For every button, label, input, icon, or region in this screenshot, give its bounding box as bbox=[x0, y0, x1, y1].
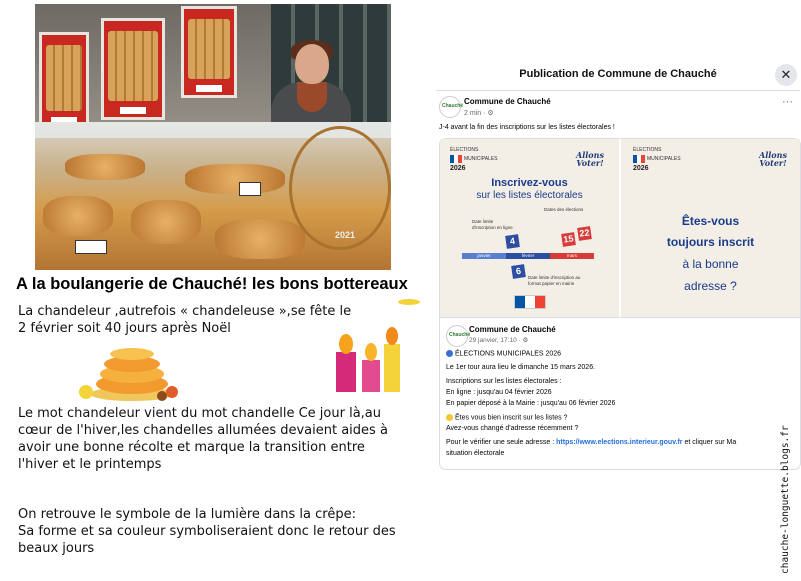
text-line: Sa forme et sa couleur symboliseraient donc le retour des bbox=[18, 524, 396, 539]
post-timestamp[interactable]: 2 min · ⚙ bbox=[464, 110, 494, 117]
municipales-label: MUNICIPALES bbox=[647, 156, 681, 162]
verify-text-end: situation électorale bbox=[446, 450, 505, 457]
decorative-dot bbox=[398, 299, 420, 305]
card-line: toujours inscrit bbox=[666, 235, 755, 249]
card-heading: Inscrivez-vous bbox=[491, 177, 568, 189]
page-avatar[interactable]: Chauché bbox=[446, 325, 468, 347]
bread-shelf bbox=[101, 18, 165, 120]
question-registered: Êtes vous bien inscrit sur les listes ? bbox=[446, 414, 567, 421]
election-year: 2026 bbox=[450, 165, 466, 172]
thinking-face-icon bbox=[446, 414, 453, 421]
text-line: Le mot chandeleur vient du mot chandelle Ce jour là,au bbox=[18, 406, 382, 421]
paragraph-symbol bbox=[18, 506, 396, 557]
pastry bbox=[215, 219, 305, 259]
paper-deadline-label: Date limite d'inscription au format papier en mairie bbox=[528, 275, 581, 286]
allons-voter-logo: Allons Voter! bbox=[576, 150, 604, 168]
post-text: J-4 avant la fin des inscriptions sur les listes électorales ! bbox=[439, 124, 615, 131]
article-headline: A la boulangerie de Chauché! les bons bottereaux bbox=[16, 275, 408, 293]
elections-label: ÉLECTIONS bbox=[633, 147, 662, 153]
pastry bbox=[43, 196, 113, 236]
text-line: cœur de l'hiver,les chandelles allumées devaient aides à bbox=[18, 423, 388, 438]
online-deadline-text: En ligne : jusqu'au 04 février 2026 bbox=[446, 389, 552, 396]
elections-dates-label: Dates des élections bbox=[544, 207, 584, 212]
election-card-inscription[interactable] bbox=[440, 139, 619, 317]
shared-divider bbox=[440, 317, 800, 318]
date-box-online: 4 bbox=[505, 234, 520, 249]
close-button[interactable]: ✕ bbox=[775, 64, 797, 86]
card-line: Êtes-vous bbox=[681, 214, 740, 228]
inscriptions-heading: Inscriptions sur les listes électorales : bbox=[446, 378, 562, 385]
municipales-label: MUNICIPALES bbox=[464, 156, 498, 162]
text-line: avoir une bonne récolte et marque la transition entre bbox=[18, 440, 365, 455]
allons-voter-logo: Allons Voter! bbox=[759, 150, 787, 168]
price-tag bbox=[75, 240, 107, 254]
price-tag bbox=[239, 182, 261, 196]
shared-post[interactable] bbox=[439, 138, 801, 470]
election-year: 2026 bbox=[633, 165, 649, 172]
month-label: janvier bbox=[477, 253, 491, 258]
page-avatar[interactable]: Chauché bbox=[439, 96, 461, 118]
month-label: février bbox=[521, 253, 535, 258]
bakery-photo bbox=[35, 4, 391, 270]
glass-text: 2021 bbox=[335, 230, 356, 240]
card-subheading: sur les listes électorales bbox=[476, 190, 583, 201]
panel-divider bbox=[436, 90, 800, 91]
date-box-paper: 6 bbox=[511, 264, 526, 279]
question-address: Avez-vous changé d'adresse récemment ? bbox=[446, 425, 579, 432]
paragraph-etymology bbox=[18, 405, 388, 473]
blog-watermark: chauche-longuette.blogs.fr bbox=[780, 425, 791, 574]
date-box-round1: 15 bbox=[561, 232, 576, 247]
paragraph-chandeleur bbox=[18, 303, 351, 337]
election-card-address[interactable] bbox=[621, 139, 800, 317]
french-flag-icon bbox=[633, 155, 645, 163]
shared-post-timestamp[interactable]: 29 janvier, 17:10 · ⚙ bbox=[469, 337, 529, 344]
online-deadline-label: Date limite d'inscription en ligne bbox=[472, 219, 513, 230]
pastry bbox=[131, 200, 201, 244]
card-line: adresse ? bbox=[684, 279, 737, 293]
pastry bbox=[185, 164, 285, 194]
facebook-post-panel bbox=[436, 58, 800, 473]
ballot-box-icon bbox=[446, 350, 453, 357]
paper-deadline-text: En papier déposé à la Mairie : jusqu'au 06 février 2026 bbox=[446, 400, 616, 407]
elections-label: ÉLECTIONS bbox=[450, 147, 479, 153]
text-line: beaux jours bbox=[18, 541, 95, 556]
bread-shelf bbox=[181, 6, 237, 98]
bread-shelf bbox=[39, 32, 89, 130]
post-author-link[interactable]: Commune de Chauché bbox=[464, 97, 551, 106]
french-flag-icon bbox=[450, 155, 462, 163]
text-line: La chandeleur ,autrefois « chandeleuse »,se fête le bbox=[18, 304, 352, 319]
candles-illustration bbox=[330, 326, 406, 396]
first-round-text: Le 1er tour aura lieu le dimanche 15 mars 2026. bbox=[446, 364, 596, 371]
shared-post-author-link[interactable]: Commune de Chauché bbox=[469, 325, 556, 334]
month-label: mars bbox=[567, 253, 577, 258]
republique-francaise-logo bbox=[514, 295, 546, 309]
more-options-button[interactable]: ··· bbox=[782, 96, 793, 108]
elections-link[interactable]: https://www.elections.interieur.gouv.fr bbox=[556, 439, 683, 446]
panel-title: Publication de Commune de Chauché bbox=[519, 68, 717, 80]
shared-post-title: ÉLECTIONS MUNICIPALES 2026 bbox=[446, 350, 561, 357]
text-line: 2 février soit 40 jours après Noël bbox=[18, 321, 231, 336]
date-box-round2: 22 bbox=[577, 226, 592, 241]
text-line: On retrouve le symbole de la lumière dans la crêpe: bbox=[18, 507, 356, 522]
pastry bbox=[65, 154, 145, 180]
text-line: l'hiver et le printemps bbox=[18, 457, 162, 472]
card-line: à la bonne bbox=[682, 257, 739, 271]
crepes-illustration bbox=[72, 336, 187, 404]
verify-text: Pour le vérifier une seule adresse : https://www.elections.interieur.gouv.fr et cliquer sur Ma bbox=[446, 439, 737, 446]
